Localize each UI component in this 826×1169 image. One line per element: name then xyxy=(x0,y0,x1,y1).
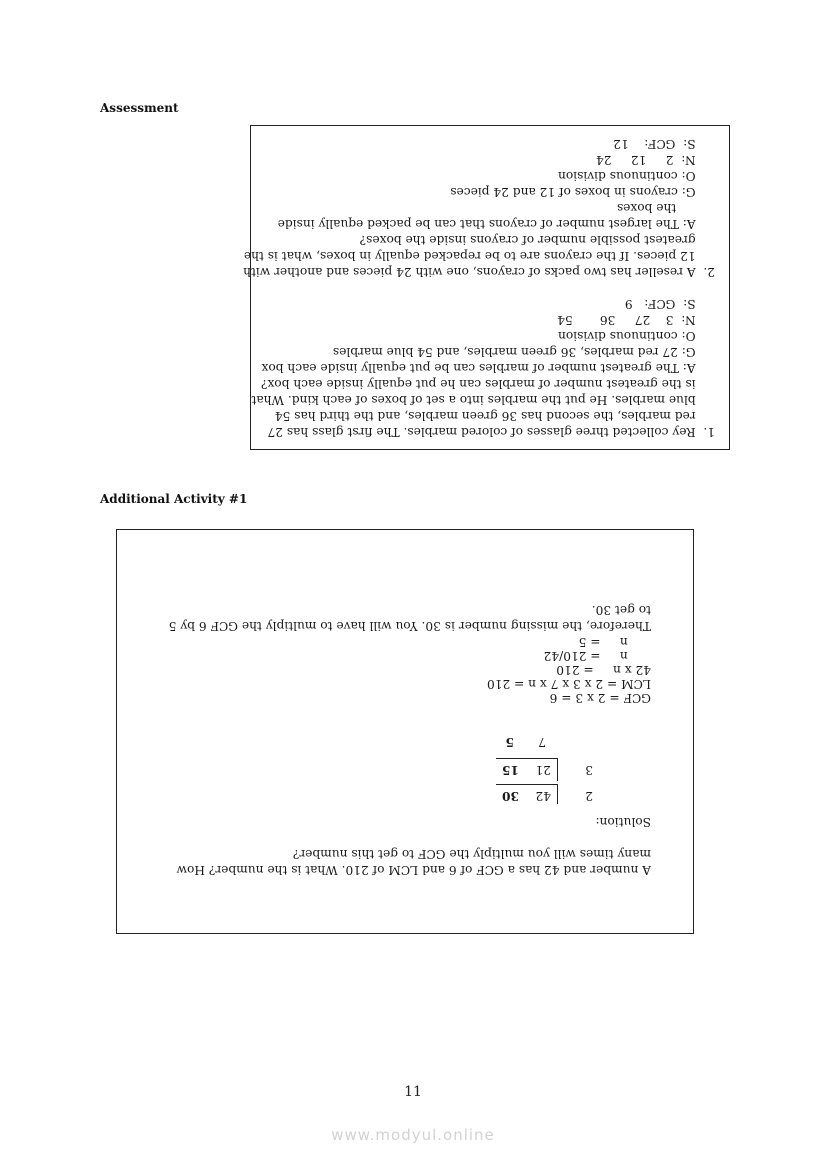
continuous-division xyxy=(451,713,651,803)
watermark-text: www.modyul.online xyxy=(331,1126,495,1144)
conclusion-line: Therefore, the missing number is 30. You will have to multiply the GCF 6 by 5 xyxy=(168,619,651,633)
division-cell: 42 xyxy=(535,789,551,803)
division-cell: 7 xyxy=(538,735,546,749)
work-line: LCM = 2 x 3 x 7 x n = 210 xyxy=(486,677,651,691)
additional-activity-content xyxy=(117,530,693,933)
assessment-line: 12 pieces. If the crayons are to be repacked equally in boxes, what is the xyxy=(243,249,715,263)
assessment-line: 1. Rey collected three glasses of colored marbles. The first glass has 27 xyxy=(267,425,715,439)
division-bracket xyxy=(557,785,558,804)
assessment-line: G: crayons in boxes of 12 and 24 pieces xyxy=(450,185,715,199)
division-cell: 5 xyxy=(505,735,514,749)
work-line: n = 210/42 xyxy=(543,649,651,663)
assessment-line: red marbles, the second has 36 green marbles, and the third has 54 xyxy=(274,409,715,423)
division-cell: 15 xyxy=(502,763,519,777)
assessment-line: N: 3 27 36 54 xyxy=(557,313,715,327)
assessment-line: O: continuous division xyxy=(558,169,715,183)
assessment-line: the boxes xyxy=(616,201,715,215)
work-line: n = 5 xyxy=(578,635,651,649)
work-line: 42 x n = 210 xyxy=(556,663,651,677)
assessment-box xyxy=(243,125,730,450)
page-number: 11 xyxy=(404,1084,422,1100)
assessment-line: is the greatest number of marbles can he put equally inside each box? xyxy=(260,377,715,391)
assessment-line: blue marbles. He put the marbles into a set of boxes of each kind. What xyxy=(251,393,715,407)
additional-activity-box xyxy=(116,529,694,934)
assessment-line: O: continuous division xyxy=(558,329,715,343)
assessment-line: 2. A reseller has two packs of crayons, one with 24 pieces and another with xyxy=(243,265,715,279)
additional-activity-heading: Additional Activity #1 xyxy=(100,492,248,506)
assessment-line: A: The greatest number of marbles can be put equally inside each box xyxy=(261,361,715,375)
solution-label: Solution: xyxy=(595,815,651,829)
assessment-line: A: The largest number of crayons that can be packed equally inside xyxy=(277,217,715,231)
divisor: 2 xyxy=(585,789,593,803)
division-cell: 30 xyxy=(502,789,519,803)
division-bracket xyxy=(496,784,558,785)
division-cell: 21 xyxy=(535,763,551,777)
division-bracket xyxy=(557,759,558,781)
divisor: 3 xyxy=(585,763,593,777)
question-line: many times will you multiply the GCF to get this number? xyxy=(292,847,651,861)
division-bracket xyxy=(496,758,558,759)
assessment-line: S: GCF: 12 xyxy=(613,137,715,151)
assessment-line: G: 27 red marbles, 36 green marbles, and 54 blue marbles xyxy=(332,345,715,359)
assessment-line: S: GCF: 9 xyxy=(624,297,715,311)
assessment-line: N: 2 12 24 xyxy=(596,153,715,167)
assessment-line: greatest possible number of crayons inside the boxes? xyxy=(359,233,715,247)
conclusion-line: to get 30. xyxy=(591,603,651,617)
assessment-content xyxy=(243,126,729,449)
work-line: GCF = 2 x 3 = 6 xyxy=(549,691,651,705)
question-line: A number and 42 has a GCF of 6 and LCM of 210. What is the number? How xyxy=(176,863,651,877)
assessment-heading: Assessment xyxy=(100,101,179,115)
